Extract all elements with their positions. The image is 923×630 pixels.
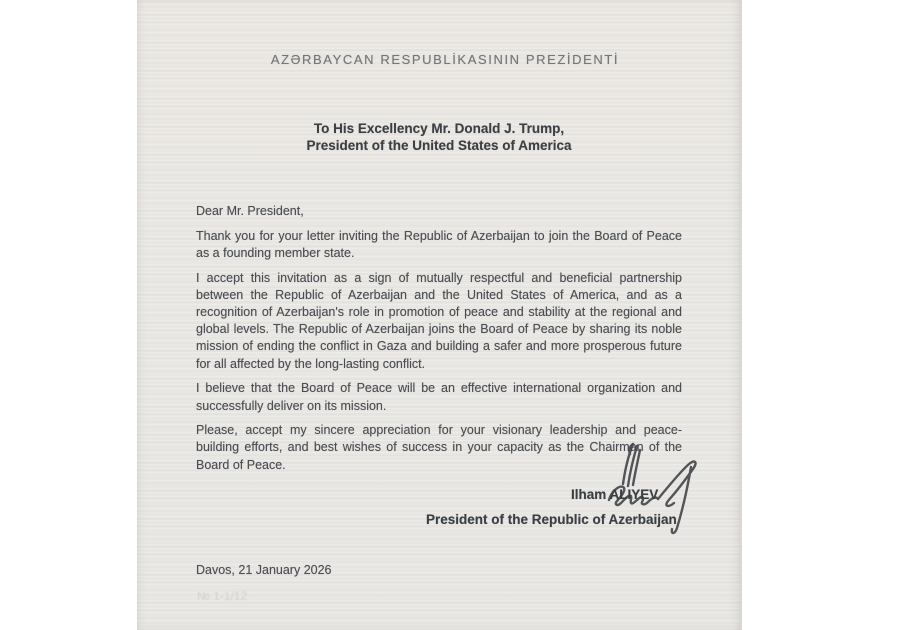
paragraph-1: Thank you for your letter inviting the Republic of Azerbaijan to join the Board of Peace as a founding member state. bbox=[196, 228, 682, 260]
paragraph-4: Please, accept my sincere appreciation for your visionary leadership and peace-building efforts, and best wishes of success in your capacity as the Chairman of the Board of Peace. bbox=[196, 423, 682, 472]
signatory-name: Ilham ALIYEV bbox=[571, 487, 659, 502]
dateline: Davos, 21 January 2026 bbox=[196, 563, 332, 577]
reference-number-faint: № 1-1/12 bbox=[197, 589, 248, 603]
signatory-title: President of the Republic of Azerbaijan bbox=[426, 512, 677, 527]
letter-document bbox=[137, 0, 742, 630]
addressee-line-2: President of the United States of America bbox=[306, 138, 572, 153]
paragraph-2: I accept this invitation as a sign of mutually respectful and beneficial partnership between the Republic of Azerbaijan and the United States of America, and as a recognition of Azerbaijan's role in promotion of peace and stability at the regional and global levels. The Republic of Azerbaijan joins the Board of Peace by sharing its noble mission of ending the conflict in Gaza and building a safer and more prosperous future for all affected by the long-lasting conflict. bbox=[196, 270, 682, 371]
addressee-line-1: To His Excellency Mr. Donald J. Trump, bbox=[313, 121, 565, 136]
letterhead-title: AZƏRBAYCAN RESPUBLİKASININ PREZİDENTİ bbox=[270, 52, 620, 67]
salutation: Dear Mr. President, bbox=[196, 204, 304, 218]
paragraph-3: I believe that the Board of Peace will be an effective international organization and successfully deliver on its mission. bbox=[196, 381, 682, 413]
addressee-block bbox=[137, 120, 741, 154]
